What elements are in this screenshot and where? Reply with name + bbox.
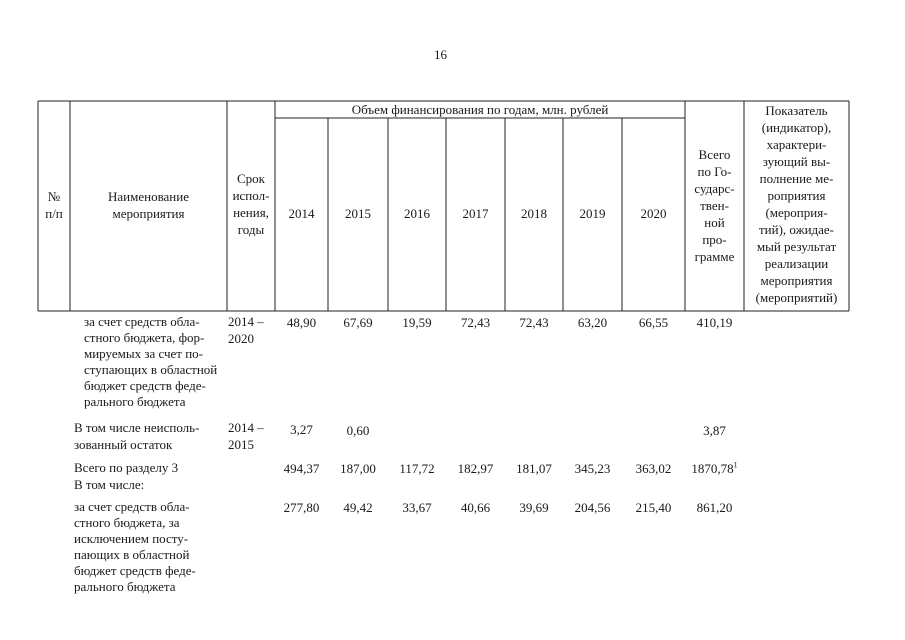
header-indicator-line-10: реализации xyxy=(764,256,829,271)
header-year: 2016 xyxy=(404,206,430,221)
row-value-2015: 49,42 xyxy=(343,500,373,515)
row-term: 2015 xyxy=(228,437,254,452)
row-value-2014: 277,80 xyxy=(283,500,320,515)
row-value-2015: 187,00 xyxy=(340,461,376,476)
row-total xyxy=(685,460,744,477)
header-name-line-2: мероприятия xyxy=(112,206,185,221)
row-name-line: ступающих в областной xyxy=(84,362,218,377)
header-term-line-3: нения, xyxy=(233,205,269,220)
row-value-2017: 72,43 xyxy=(460,315,491,330)
header-indicator-line-6: роприятия xyxy=(767,188,826,203)
row-name-line: пающих в областной xyxy=(74,547,190,562)
row-term: 2014 – xyxy=(228,420,264,435)
header-total-line-1: Всего xyxy=(698,147,731,162)
row-value-2018: 72,43 xyxy=(519,315,549,330)
row-total xyxy=(685,422,744,439)
header-total-line-4: твен- xyxy=(700,198,729,213)
row-name-line: за счет средств обла- xyxy=(74,499,190,514)
row-value-2015: 0,60 xyxy=(346,423,370,438)
row-name-line: за счет средств обла- xyxy=(84,314,200,329)
row-total-value: 410,19 xyxy=(696,315,733,330)
header-total-line-2: по Го- xyxy=(697,164,732,179)
row-value-2020: 363,02 xyxy=(635,461,672,476)
header-indicator-line-4: зующий вы- xyxy=(762,154,831,169)
header-total-line-7: грамме xyxy=(694,249,735,264)
row-value-2016: 19,59 xyxy=(402,315,432,330)
row-value-2019: 345,23 xyxy=(574,461,611,476)
header-name-line-1: Наименование xyxy=(108,189,189,204)
page-number: 16 xyxy=(434,47,447,62)
header-term-line-4: годы xyxy=(237,222,265,237)
row-name-line: стного бюджета, фор- xyxy=(84,330,205,345)
header-num-line-1: № xyxy=(47,189,61,204)
row-total-value: 3,87 xyxy=(703,423,726,438)
header-num-line-2: п/п xyxy=(45,206,63,221)
row-total-footnote: 1 xyxy=(733,460,738,470)
header-year: 2017 xyxy=(462,206,489,221)
row-value-2014: 48,90 xyxy=(286,315,317,330)
row-name-line: мируемых за счет по- xyxy=(84,346,204,361)
row-value-2016: 117,72 xyxy=(399,461,435,476)
header-total-line-5: ной xyxy=(704,215,725,230)
header-year: 2018 xyxy=(521,206,547,221)
row-value-2020: 215,40 xyxy=(635,500,672,515)
header-total-line-6: про- xyxy=(702,232,727,247)
header-year: 2019 xyxy=(579,206,606,221)
header-indicator-line-3: характери- xyxy=(766,137,827,152)
row-value-2014: 3,27 xyxy=(290,422,313,437)
header-indicator-line-9: мый результат xyxy=(756,239,837,254)
row-value-2015: 67,69 xyxy=(343,315,373,330)
row-name-line: рального бюджета xyxy=(74,579,176,594)
header-funding-title: Объем финансирования по годам, млн. рублей xyxy=(351,102,609,117)
row-value-2019: 63,20 xyxy=(577,315,608,330)
header-indicator-line-5: полнение ме- xyxy=(759,171,834,186)
header-indicator-line-8: тий), ожидае- xyxy=(758,222,835,237)
row-value-2017: 182,97 xyxy=(457,461,494,476)
row-name-line: бюджет средств феде- xyxy=(74,563,196,578)
header-term-line-2: испол- xyxy=(232,188,270,203)
row-name-line: Всего по разделу 3 xyxy=(74,460,179,475)
header-year: 2020 xyxy=(640,206,667,221)
row-term: 2014 – xyxy=(228,314,264,329)
row-name-line: В том числе: xyxy=(74,477,145,492)
row-value-2018: 39,69 xyxy=(519,500,549,515)
header-indicator-line-7: (мероприя- xyxy=(765,205,828,220)
row-total xyxy=(685,499,744,516)
header-total-line-3: сударс- xyxy=(694,181,735,196)
row-value-2020: 66,55 xyxy=(638,315,669,330)
row-name-line: стного бюджета, за xyxy=(74,515,180,530)
row-value-2019: 204,56 xyxy=(574,500,611,515)
row-total xyxy=(685,314,744,331)
row-value-2016: 33,67 xyxy=(402,500,432,515)
header-indicator-line-11: мероприятия xyxy=(760,273,833,288)
row-name-line: исключением посту- xyxy=(74,531,189,546)
header-indicator-line-2: (индикатор), xyxy=(761,120,832,135)
header-indicator-line-12: (мероприятий) xyxy=(755,290,838,305)
header-indicator-line-1: Показатель xyxy=(765,103,828,118)
header-year: 2014 xyxy=(288,206,315,221)
header-year: 2015 xyxy=(345,206,371,221)
row-term: 2020 xyxy=(228,331,254,346)
row-value-2018: 181,07 xyxy=(516,461,552,476)
row-value-2014: 494,37 xyxy=(283,461,320,476)
row-total-value: 1870,78 xyxy=(691,461,734,476)
row-value-2017: 40,66 xyxy=(460,500,491,515)
row-name-line: бюджет средств феде- xyxy=(84,378,206,393)
row-name-line: зованный остаток xyxy=(74,437,173,452)
row-name-line: В том числе неисполь- xyxy=(74,420,200,435)
row-total-value: 861,20 xyxy=(696,500,733,515)
header-term-line-1: Срок xyxy=(237,171,265,186)
row-name-line: рального бюджета xyxy=(84,394,186,409)
